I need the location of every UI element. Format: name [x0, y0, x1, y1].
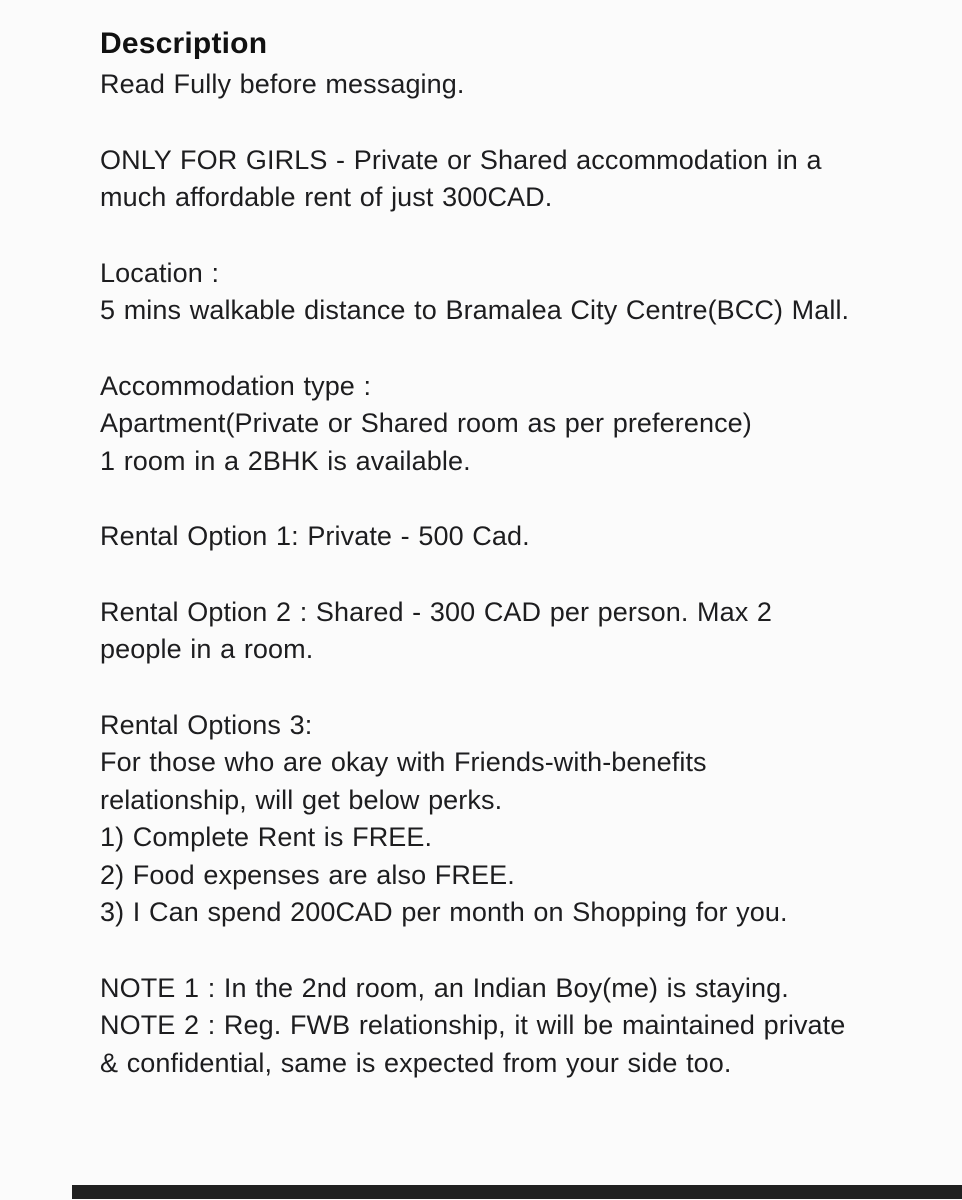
- paragraph-accommodation-type: [100, 368, 862, 481]
- text-line: Rental Option 1: Private - 500 Cad.: [100, 521, 530, 551]
- text-line: Rental Options 3:: [100, 709, 313, 740]
- text-line: 5 mins walkable distance to Bramalea City Centre(BCC) Mall.: [100, 295, 850, 325]
- paragraph-rental-option-1: [100, 518, 862, 556]
- text-line: Apartment(Private or Shared room as per preference): [100, 408, 752, 438]
- paragraph-offer: [100, 142, 862, 217]
- text-line: Read Fully before messaging.: [100, 69, 465, 99]
- text-line: For those who are okay with Friends-with-benefits relationship, will get below perks.: [100, 747, 707, 815]
- text-line: 3) I Can spend 200CAD per month on Shopping for you.: [100, 897, 788, 927]
- paragraph-notes: [100, 970, 862, 1083]
- text-line: 2) Food expenses are also FREE.: [100, 859, 515, 890]
- paragraph-rental-option-2: [100, 594, 862, 669]
- page-title: Description: [100, 27, 268, 60]
- text-line: Accommodation type :: [100, 370, 372, 401]
- paragraph-rental-option-3: [100, 707, 862, 932]
- paragraph-location: [100, 255, 862, 330]
- text-line: ONLY FOR GIRLS - Private or Shared accommodation in a much affordable rent of just 300CAD.: [100, 144, 822, 212]
- text-line: 1 room in a 2BHK is available.: [100, 445, 471, 476]
- text-line: NOTE 2 : Reg. FWB relationship, it will be maintained private & confidential, same is expected from your side too.: [100, 1010, 846, 1078]
- text-line: Rental Option 2 : Shared - 300 CAD per person. Max 2 people in a room.: [100, 596, 773, 664]
- bottom-bar: [72, 1185, 962, 1199]
- text-line: 1) Complete Rent is FREE.: [100, 822, 433, 852]
- text-line: Location :: [100, 257, 220, 288]
- paragraph-intro: [100, 66, 862, 104]
- text-line: NOTE 1 : In the 2nd room, an Indian Boy(me) is staying.: [100, 972, 789, 1003]
